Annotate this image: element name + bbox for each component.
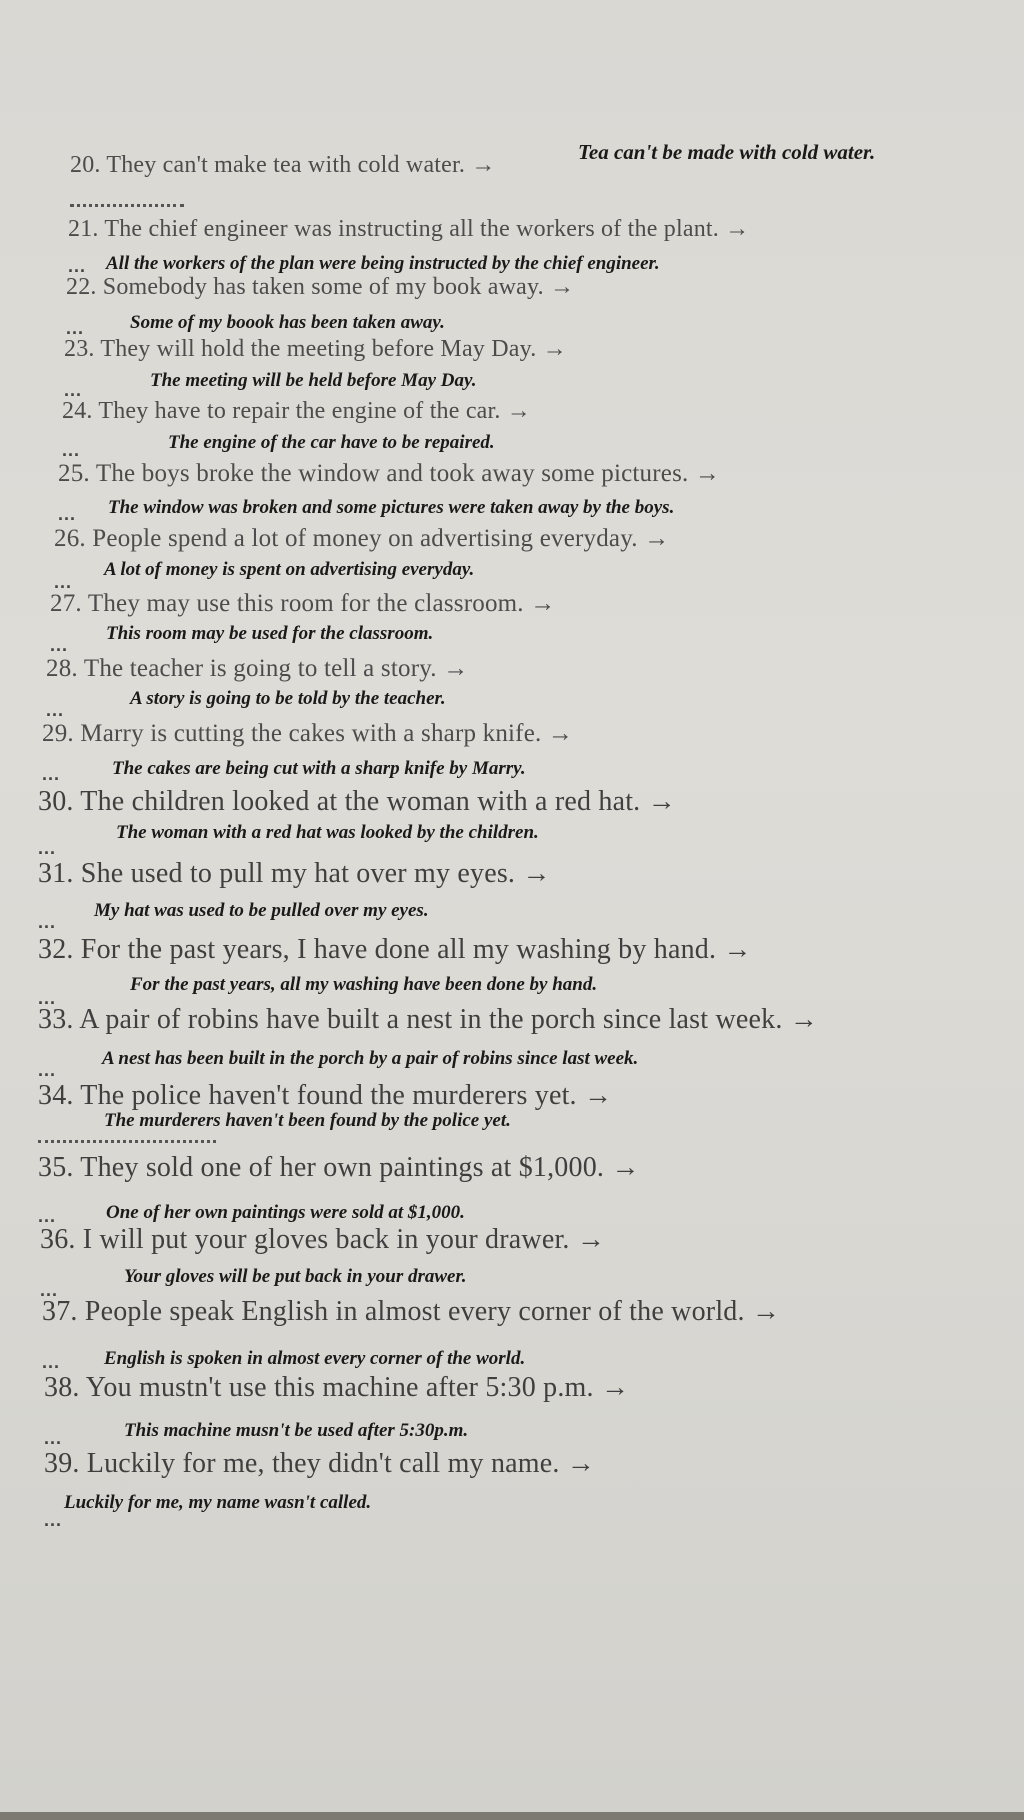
answer-blank-20 xyxy=(70,204,184,207)
dots-38: ... xyxy=(44,1428,63,1448)
answer-25: The window was broken and some pictures were taken away by the boys. xyxy=(108,497,675,518)
dots-35: ... xyxy=(38,1206,57,1226)
dots-36: ... xyxy=(40,1280,59,1300)
question-37: 37. People speak English in almost every corner of the world. → xyxy=(42,1296,781,1327)
answer-21: All the workers of the plan were being instructed by the chief engineer. xyxy=(106,253,660,274)
answer-35: One of her own paintings were sold at $1,000. xyxy=(106,1202,465,1223)
answer-24: The engine of the car have to be repaired. xyxy=(168,432,495,453)
answer-38: This machine musn't be used after 5:30p.m. xyxy=(124,1420,469,1441)
question-35: 35. They sold one of her own paintings at $1,000. → xyxy=(38,1152,640,1183)
dots-24: ... xyxy=(62,440,81,460)
answer-32: For the past years, all my washing have been done by hand. xyxy=(130,974,598,995)
question-32: 32. For the past years, I have done all my washing by hand. → xyxy=(38,934,752,965)
question-36: 36. I will put your gloves back in your drawer. → xyxy=(40,1224,606,1255)
dots-23: ... xyxy=(64,380,83,400)
answer-31: My hat was used to be pulled over my eyes. xyxy=(94,900,429,921)
question-39: 39. Luckily for me, they didn't call my name. → xyxy=(44,1448,595,1479)
dots-29: ... xyxy=(42,764,61,784)
question-21: 21. The chief engineer was instructing all the workers of the plant. → xyxy=(68,216,750,242)
dots-26: ... xyxy=(54,572,73,592)
answer-20: Tea can't be made with cold water. xyxy=(578,140,876,164)
question-22: 22. Somebody has taken some of my book away. → xyxy=(66,274,575,300)
answer-34: The murderers haven't been found by the police yet. xyxy=(104,1110,511,1131)
dots-30: ... xyxy=(38,838,57,858)
answer-39: Luckily for me, my name wasn't called. xyxy=(64,1492,372,1513)
dots-37: ... xyxy=(42,1352,61,1372)
question-31: 31. She used to pull my hat over my eyes. → xyxy=(38,858,551,889)
answer-29: The cakes are being cut with a sharp knife by Marry. xyxy=(112,758,526,779)
dots-28: ... xyxy=(46,700,65,720)
answer-37: English is spoken in almost every corner of the world. xyxy=(104,1348,526,1369)
answer-22: Some of my boook has been taken away. xyxy=(130,312,445,333)
dots-33: ... xyxy=(38,1060,57,1080)
answer-blank-34 xyxy=(38,1140,216,1143)
question-26: 26. People spend a lot of money on advertising everyday. → xyxy=(54,525,670,552)
answer-23: The meeting will be held before May Day. xyxy=(150,370,477,391)
answer-26: A lot of money is spent on advertising everyday. xyxy=(104,559,475,580)
question-30: 30. The children looked at the woman with a red hat. → xyxy=(38,786,676,817)
question-27: 27. They may use this room for the classroom. → xyxy=(50,590,556,617)
question-28: 28. The teacher is going to tell a story. → xyxy=(46,655,469,682)
question-24: 24. They have to repair the engine of the car. → xyxy=(62,398,531,424)
dots-27: ... xyxy=(50,635,69,655)
answer-30: The woman with a red hat was looked by the children. xyxy=(116,822,539,843)
question-23: 23. They will hold the meeting before May Day. → xyxy=(64,336,567,362)
answer-28: A story is going to be told by the teacher. xyxy=(130,688,446,709)
dots-25: ... xyxy=(58,504,77,524)
question-29: 29. Marry is cutting the cakes with a sharp knife. → xyxy=(42,720,574,747)
question-34: 34. The police haven't found the murderers yet. → xyxy=(38,1080,613,1111)
question-33: 33. A pair of robins have built a nest in the porch since last week. → xyxy=(38,1004,818,1035)
dots-21: ... xyxy=(68,256,87,276)
dots-39: ... xyxy=(44,1510,63,1530)
dots-32: ... xyxy=(38,988,57,1008)
question-25: 25. The boys broke the window and took away some pictures. → xyxy=(58,460,721,487)
paper-bottom-edge xyxy=(0,1812,1024,1820)
dots-31: ... xyxy=(38,912,57,932)
question-20: 20. They can't make tea with cold water. → xyxy=(70,152,496,178)
answer-36: Your gloves will be put back in your drawer. xyxy=(124,1266,467,1287)
dots-22: ... xyxy=(66,318,85,338)
answer-33: A nest has been built in the porch by a pair of robins since last week. xyxy=(102,1048,639,1069)
answer-27: This room may be used for the classroom. xyxy=(106,623,434,644)
question-38: 38. You mustn't use this machine after 5:30 p.m. → xyxy=(44,1372,630,1403)
